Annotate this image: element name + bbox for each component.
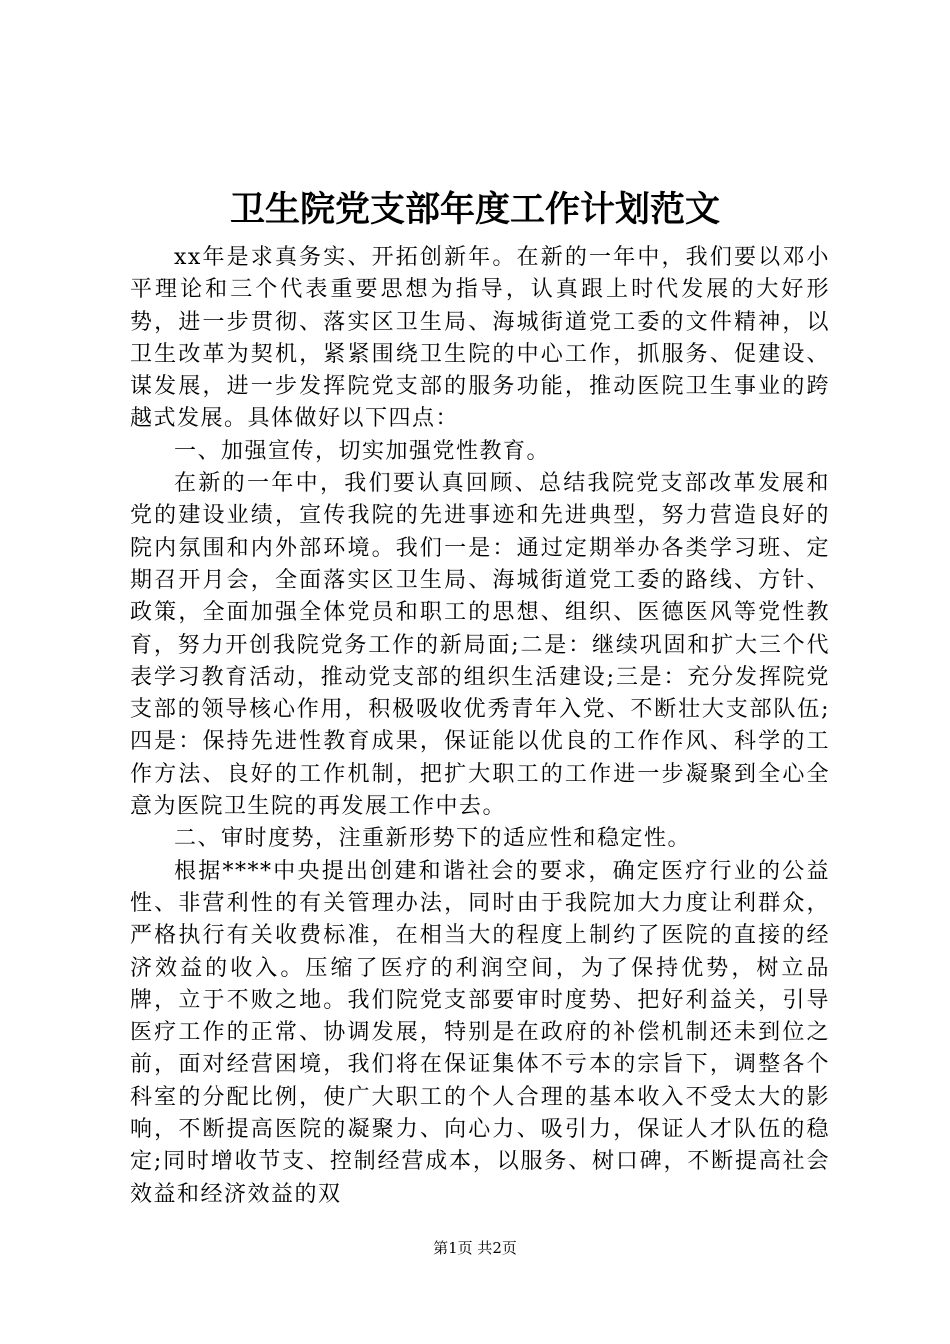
- paragraph-intro: xx年是求真务实、开拓创新年。在新的一年中，我们要以邓小平理论和三个代表重要思想为指导，认真跟上时代发展的大好形势，进一步贯彻、落实区卫生局、海城街道党工委的文件精神，以卫生改革为契机，紧紧围绕卫生院的中心工作，抓服务、促建设、谋发展，进一步发挥院党支部的服务功能，推动医院卫生事业的跨越式发展。具体做好以下四点：: [130, 245, 830, 432]
- paragraph-section-1: 在新的一年中，我们要认真回顾、总结我院党支部改革发展和党的建设业绩，宣传我院的先进事迹和先进典型，努力营造良好的院内氛围和内外部环境。我们一是：通过定期举办各类学习班、定期召开月会，全面落实区卫生局、海城街道党工委的路线、方针、政策，全面加强全体党员和职工的思想、组织、医德医风等党性教育，努力开创我院党务工作的新局面;二是：继续巩固和扩大三个代表学习教育活动，推动党支部的组织生活建设;三是：充分发挥院党支部的领导核心作用，积极吸收优秀青年入党、不断壮大支部队伍;四是：保持先进性教育成果，保证能以优良的工作作风、科学的工作方法、良好的工作机制，把扩大职工的工作进一步凝聚到全心全意为医院卫生院的再发展工作中去。: [130, 471, 830, 820]
- heading-section-1: 一、加强宣传，切实加强党性教育。: [174, 438, 551, 464]
- page-footer: 第1页 共2页: [433, 1239, 517, 1257]
- paragraph-section-2: 根据****中央提出创建和谐社会的要求，确定医疗行业的公益性、非营利性的有关管理办法，同时由于我院加大力度让利群众，严格执行有关收费标准，在相当大的程度上制约了医院的直接的经济效益的收入。压缩了医疗的利润空间，为了保持优势，树立品牌，立于不败之地。我们院党支部要审时度势、把好利益关，引导医疗工作的正常、协调发展，特别是在政府的补偿机制还未到位之前，面对经营困境，我们将在保证集体不亏本的宗旨下，调整各个科室的分配比例，使广大职工的个人合理的基本收入不受太大的影响，不断提高医院的凝聚力、向心力、吸引力，保证人才队伍的稳定;同时增收节支、控制经营成本，以服务、树口碑，不断提高社会效益和经济效益的双: [130, 858, 830, 1207]
- document-title: 卫生院党支部年度工作计划范文: [229, 189, 720, 230]
- document-body: [130, 242, 830, 1211]
- heading-section-2: 二、审时度势，注重新形势下的适应性和稳定性。: [174, 826, 692, 852]
